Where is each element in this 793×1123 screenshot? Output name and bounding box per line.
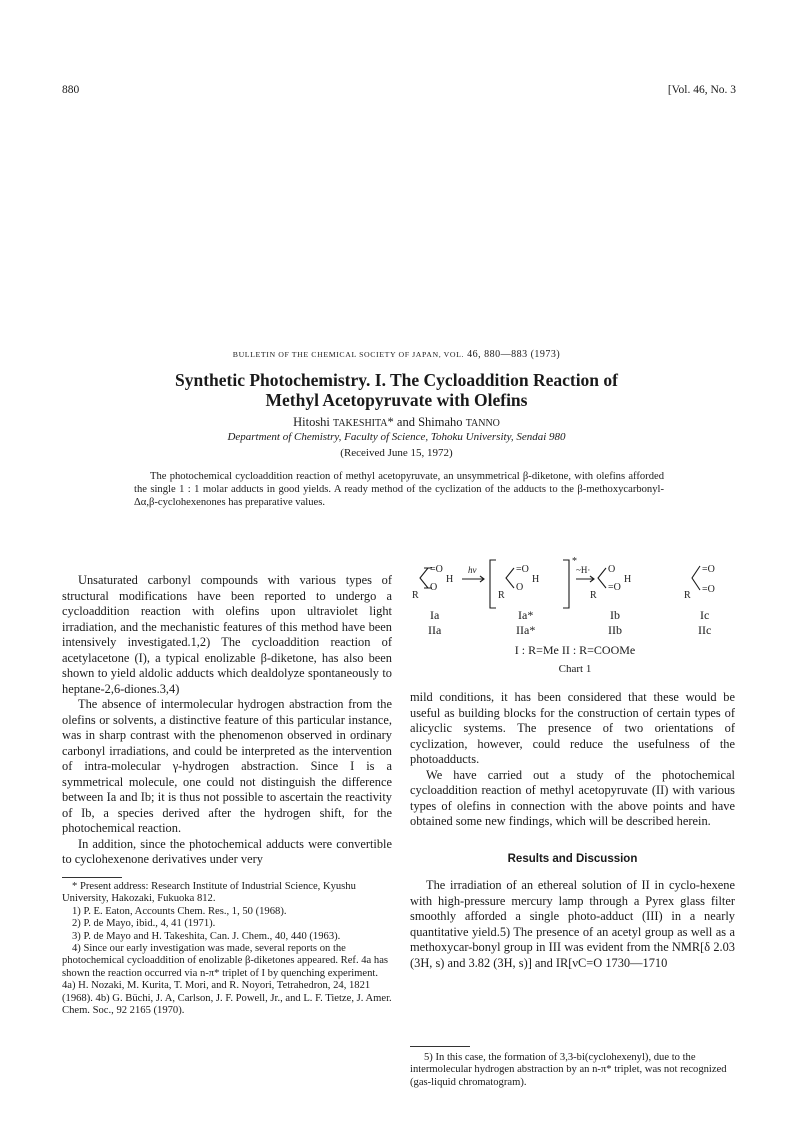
svg-text:H: H <box>624 574 632 585</box>
bracket-left <box>490 560 496 608</box>
journal-name: BULLETIN OF THE CHEMICAL SOCIETY OF JAPAN, VOL. <box>232 350 465 359</box>
label-ia: Ia <box>430 608 440 622</box>
svg-text:=O: =O <box>516 564 529 575</box>
footnote-right <box>410 1052 735 1089</box>
received-date: (Received June 15, 1972) <box>340 447 453 459</box>
reaction-scheme-svg <box>410 556 740 686</box>
right-column-results <box>410 878 735 971</box>
arrow-hv-label: hν <box>468 565 477 575</box>
paragraph: The irradiation of an ethereal solution of II in cyclo-hexene with high-pressure mercury lamp through a Pyrex glass filter smoothly afforded a single photo-adduct (III) in a nearly quantitative yield.5) The presence of an acetyl group as well as a methoxycar-bonyl group in III was evident from the NMR[δ 2.03 (3H, s) and 3.82 (3H, s)] and IR[νC=O 1730—1710 <box>410 878 735 970</box>
section-heading: Results and Discussion <box>507 853 638 865</box>
svg-text:R: R <box>412 590 419 601</box>
footnotes-left <box>62 881 392 1017</box>
svg-text:=O: =O <box>702 584 715 595</box>
footnote: 5) In this case, the formation of 3,3-bi(cyclohexenyl), due to the intermolecular hydrogen abstraction by an n-π* triplet, was not recognized (gas-liquid chromatogram). <box>410 1052 727 1088</box>
structure-ia-bonds <box>420 568 428 588</box>
paper-title <box>0 370 793 410</box>
journal-ref: 46, 880—883 (1973) <box>467 349 561 360</box>
svg-text:=O: =O <box>702 564 715 575</box>
footnote: * Present address: Research Institute of Industrial Science, Kyushu University, Hakozaki, Fukuoka 812. <box>62 881 356 905</box>
left-column <box>62 573 392 868</box>
label-ib: Ib <box>610 608 620 622</box>
chart-caption: Chart 1 <box>558 663 592 675</box>
right-column <box>410 690 735 830</box>
svg-text:R: R <box>498 590 505 601</box>
footnote-rule <box>410 1046 470 1047</box>
journal-line <box>0 349 793 360</box>
label-iib: IIb <box>608 623 622 637</box>
svg-text:H: H <box>532 574 540 585</box>
page-number: 880 <box>62 84 80 96</box>
chart-1-scheme <box>410 556 740 686</box>
title-line-1: Synthetic Photochemistry. I. The Cycloaddition Reaction of <box>174 370 618 390</box>
footnote: 1) P. E. Eaton, Accounts Chem. Res., 1, 50 (1968). <box>72 905 287 917</box>
svg-text:H: H <box>446 574 454 585</box>
paragraph: mild conditions, it has been considered that these would be useful as building blocks for the construction of certain types of alicyclic systems. The presence of two orientations of cyclization, however, could reduce the usefulness of the photoadducts. <box>410 690 735 766</box>
paragraph: Unsaturated carbonyl compounds with various types of structural modifications have been reported to undergo a cycloaddition reaction with olefins upon ultraviolet light irradiation, and the mechanistic features of this method have been intensively investigated.1,2) The cycloaddition reaction of acetylacetone (I), a typical enolizable β-diketone, has also been shown to yield aldolic adducts which dealdolyze spontaneously to heptane-2,6-diones.3,4) <box>62 573 392 696</box>
abstract: The photochemical cycloaddition reaction of methyl acetopyruvate, an unsymmetrical β-diketone, with olefins afforded the single 1 : 1 molar adducts in good yields. A ready method of the cyclization of the adducts to the β-methoxycarbonyl-Δα,β-cyclohexenones has preparative values. <box>134 471 664 508</box>
footnote-rule <box>62 877 122 878</box>
svg-text:=O: =O <box>430 564 443 575</box>
arrow-shift-label: ~H· <box>576 565 591 575</box>
footnote: 3) P. de Mayo and H. Takeshita, Can. J. Chem., 40, 440 (1963). <box>72 930 341 942</box>
bracket-right <box>563 560 569 608</box>
arrow-h-shift <box>576 576 594 582</box>
footnote: 4) Since our early investigation was made, several reports on the photochemical cycloaddition of enolizable β-diketones appeared. Ref. 4a has shown the reaction occurred via n-π* triplet of I by quenching experiment. 4a) H. Nozaki, M. Kurita, T. Mori, and R. Noyori, Tetrahedron, 24, 1821 (1968). 4b) G. Büchi, J. A, Carlson, J. F. Powell, Jr., and L. F. Tietze, J. Amer. Chem. Soc., 92 2165 (1970). <box>62 943 392 1017</box>
label-iic: IIc <box>698 623 712 637</box>
author-1-mark: * <box>387 415 394 429</box>
author-2-first: Shimaho <box>418 415 463 429</box>
title-line-2: Methyl Acetopyruvate with Olefins <box>265 390 528 410</box>
svg-text:O: O <box>430 582 438 593</box>
arrow-hv <box>462 576 484 582</box>
svg-text:O: O <box>608 564 616 575</box>
label-ic: Ic <box>700 608 710 622</box>
author-and: and <box>396 415 415 429</box>
affiliation: Department of Chemistry, Faculty of Science, Tohoku University, Sendai 980 <box>227 431 566 443</box>
footnote: 2) P. de Mayo, ibid., 4, 41 (1971). <box>72 918 216 930</box>
paragraph: The absence of intermolecular hydrogen abstraction from the olefins or solvents, a distinctive feature of this particular instance, was in sharp contrast with the phenomenon observed in ordinary carbonyl irradiations, and could be interpreted as the intervention of intra-molecular γ-hydrogen abstraction. Since I is a symmetrical molecule, one could not distinguish the difference between Ia and Ib; it is thus not possible to ascertain the reactivity of Ib, a species derived after the hydrogen shift, for the photochemical reaction. <box>62 697 392 835</box>
author-2-last: TANNO <box>465 418 500 429</box>
authors <box>0 415 793 430</box>
paragraph: In addition, since the photochemical adducts were convertible to cyclohexenone derivatives under very <box>62 836 392 866</box>
chart-legend: I : R=Me II : R=COOMe <box>514 643 636 657</box>
label-iia: IIa <box>428 623 442 637</box>
author-1-first: Hitoshi <box>293 415 330 429</box>
label-ia-star: Ia* <box>518 608 534 622</box>
author-1-last: TAKESHITA <box>333 418 388 429</box>
svg-text:R: R <box>590 590 597 601</box>
svg-text:=O: =O <box>608 582 621 593</box>
label-iia-star: IIa* <box>516 623 536 637</box>
paragraph: We have carried out a study of the photochemical cycloaddition reaction of methyl acetopyruvate (II) with various types of olefins in connection with the above points and have obtained some new findings, which will be described herein. <box>410 767 735 828</box>
svg-text:R: R <box>684 590 691 601</box>
excited-star: * <box>572 556 577 567</box>
volume-label: [Vol. 46, No. 3 <box>667 84 736 96</box>
svg-text:O: O <box>516 582 524 593</box>
